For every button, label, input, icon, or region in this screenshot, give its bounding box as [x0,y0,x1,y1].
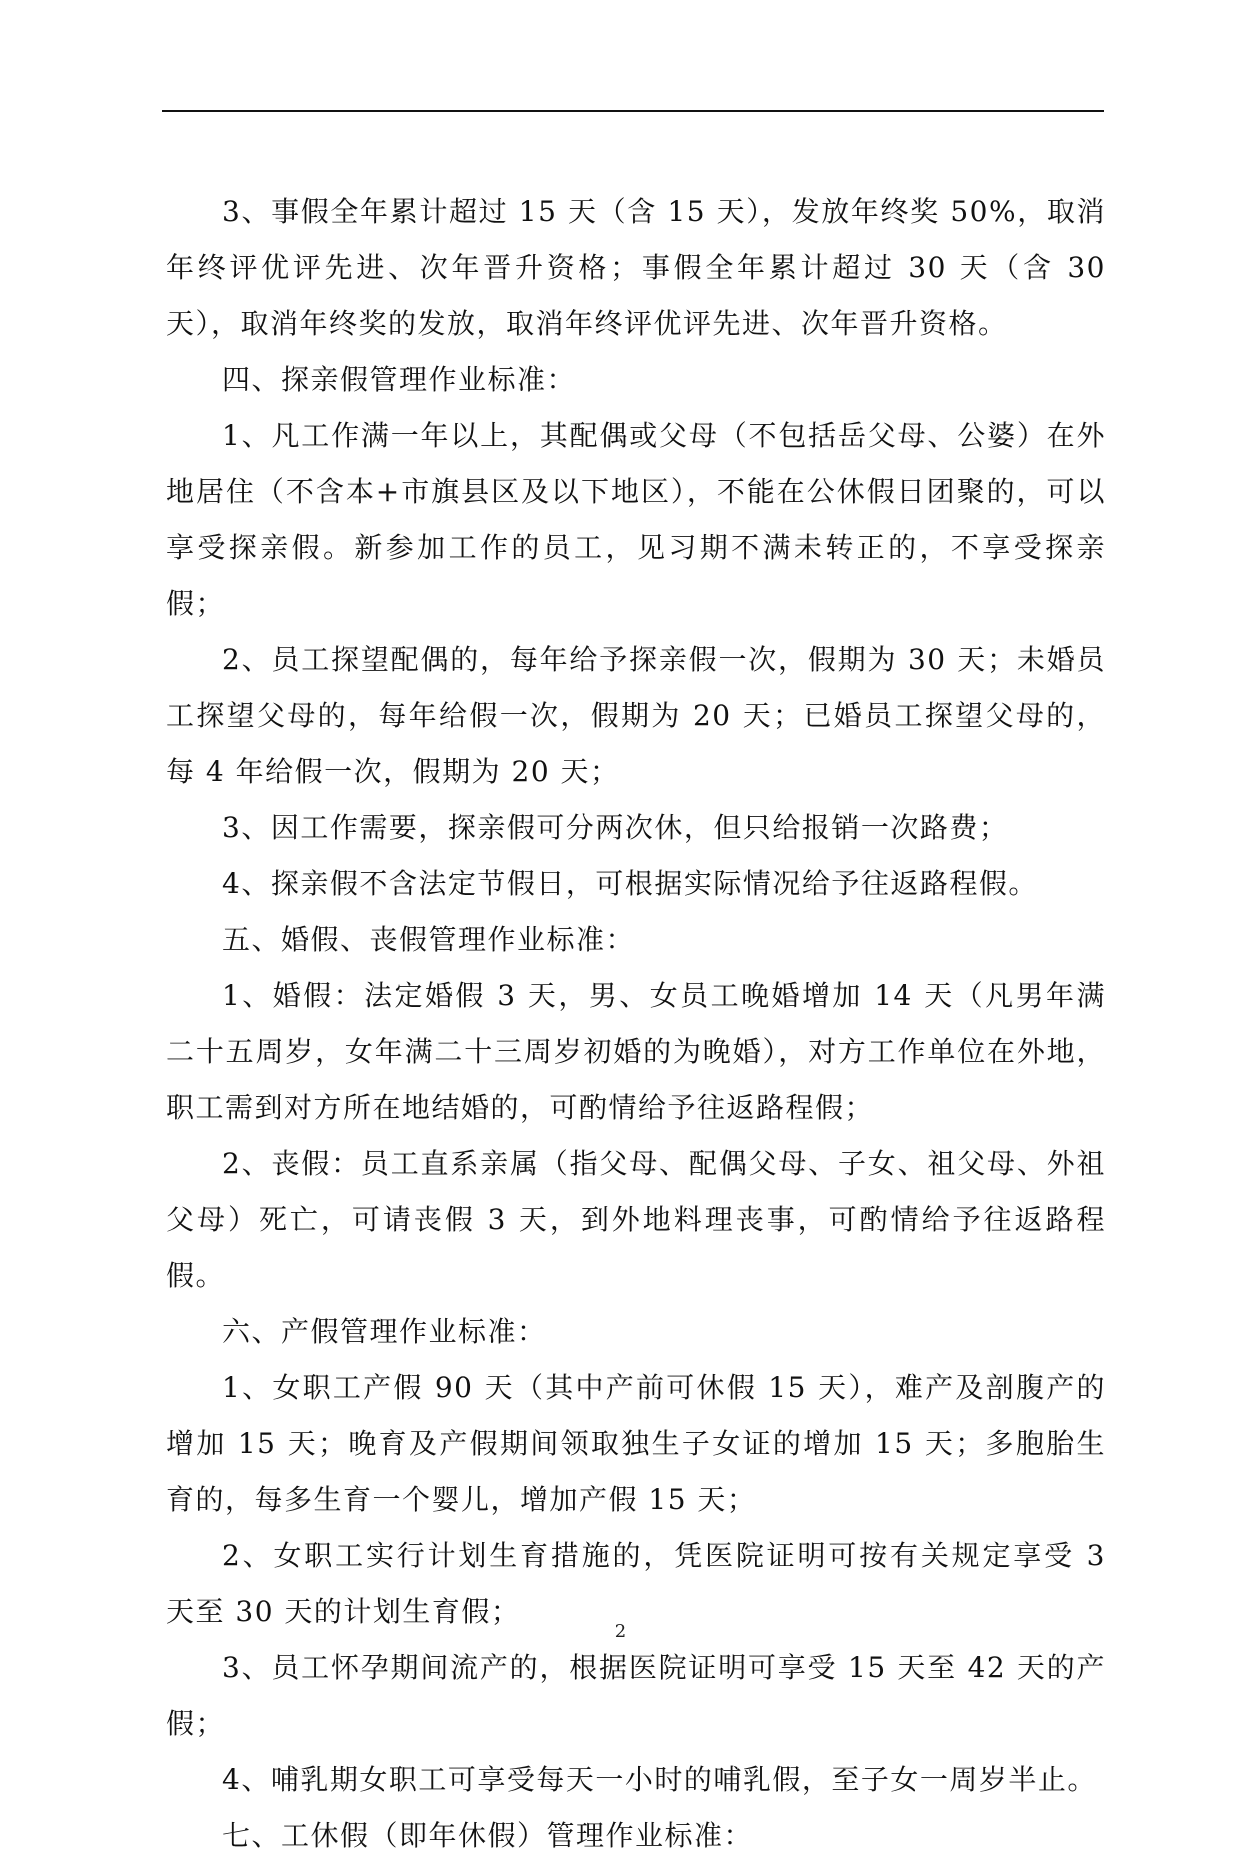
paragraph-personal-leave-3: 3、事假全年累计超过 15 天（含 15 天），发放年终奖 50%，取消年终评优评先进、次年晋升资格；事假全年累计超过 30 天（含 30 天），取消年终奖的发放，取消年终评优评先进、次年晋升资格。 [166,195,1106,340]
paragraph-funeral-leave: 2、丧假：员工直系亲属（指父母、配偶父母、子女、祖父母、外祖父母）死亡，可请丧假 3 天，到外地料理丧事，可酌情给予往返路程假。 [166,1147,1106,1292]
paragraph-home-leave-3: 3、因工作需要，探亲假可分两次休，但只给报销一次路费； [222,811,1009,844]
section-heading-annual-leave: 七、工休假（即年休假）管理作业标准： [222,1819,754,1852]
paragraph-home-leave-2: 2、员工探望配偶的，每年给予探亲假一次，假期为 30 天；未婚员工探望父母的，每年给假一次，假期为 20 天；已婚员工探望父母的，每 4 年给假一次，假期为 20 天； [166,643,1106,788]
paragraph-home-leave-1: 1、凡工作满一年以上，其配偶或父母（不包括岳父母、公婆）在外地居住（不含本+市旗县区及以下地区），不能在公休假日团聚的，可以享受探亲假。新参加工作的员工，见习期不满未转正的，不享受探亲假； [166,419,1106,620]
paragraph-home-leave-4: 4、探亲假不含法定节假日，可根据实际情况给予往返路程假。 [222,867,1038,900]
document-body [166,184,1106,1864]
paragraph-maternity-leave-2: 2、女职工实行计划生育措施的，凭医院证明可按有关规定享受 3 天至 30 天的计划生育假； [166,1539,1106,1628]
paragraph-maternity-leave-1: 1、女职工产假 90 天（其中产前可休假 15 天），难产及剖腹产的增加 15 天；晚育及产假期间领取独生子女证的增加 15 天；多胞胎生育的，每多生育一个婴儿，增加产假 15 天； [166,1371,1106,1516]
section-heading-marriage-funeral-leave: 五、婚假、丧假管理作业标准： [222,923,636,956]
page-number: 2 [614,1621,627,1642]
paragraph-marriage-leave: 1、婚假：法定婚假 3 天，男、女员工晚婚增加 14 天（凡男年满二十五周岁，女年满二十三周岁初婚的为晚婚），对方工作单位在外地，职工需到对方所在地结婚的，可酌情给予往返路程假； [166,979,1106,1124]
paragraph-maternity-leave-3: 3、员工怀孕期间流产的，根据医院证明可享受 15 天至 42 天的产假； [166,1651,1106,1740]
paragraph-maternity-leave-4: 4、哺乳期女职工可享受每天一小时的哺乳假，至子女一周岁半止。 [222,1763,1097,1796]
section-heading-maternity-leave: 六、产假管理作业标准： [222,1315,547,1348]
header-rule [162,110,1104,112]
section-heading-home-leave: 四、探亲假管理作业标准： [222,363,577,396]
